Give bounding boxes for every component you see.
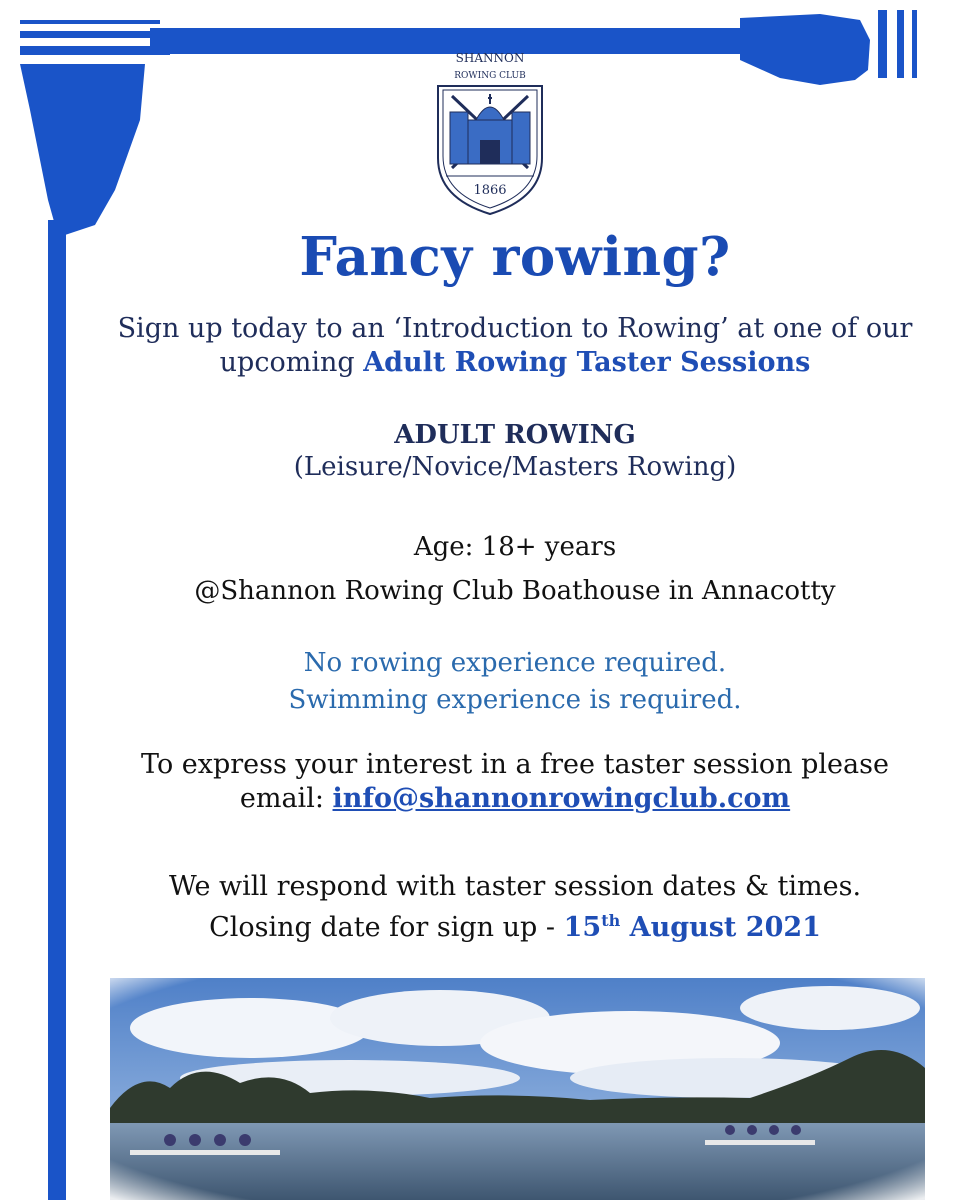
rowing-experience-note: No rowing experience required. <box>303 648 727 678</box>
taster-sessions-highlight: Adult Rowing Taster Sessions <box>363 347 811 378</box>
swimming-experience-note: Swimming experience is required. <box>288 685 742 715</box>
location: @Shannon Rowing Club Boathouse in Annacotty <box>194 576 836 606</box>
intro-text <box>100 312 930 380</box>
closing-date-line <box>100 904 930 945</box>
crest-subtitle: ROWING CLUB <box>454 71 526 81</box>
respond-line-1: We will respond with taster session dates & times. <box>168 871 862 902</box>
closing-date <box>564 912 821 943</box>
club-crest <box>428 48 552 218</box>
closing-day-suffix: th <box>601 911 621 930</box>
adult-rowing-title: ADULT ROWING <box>394 420 636 450</box>
age-requirement: Age: 18+ years <box>413 532 617 562</box>
email-prefix: email: <box>239 783 333 814</box>
closing-month-year: August 2021 <box>620 912 821 943</box>
river-rowing-photo <box>110 968 925 1200</box>
closing-day: 15 <box>563 912 602 943</box>
interest-line-1: To express your interest in a free taster session please <box>141 749 889 780</box>
adult-rowing-subtitle: (Leisure/Novice/Masters Rowing) <box>293 452 737 482</box>
closing-prefix: Closing date for sign up - <box>209 912 564 943</box>
interest-text <box>100 748 930 816</box>
crest-icon <box>428 48 552 218</box>
crest-name: SHANNON <box>455 51 525 65</box>
intro-line-2-prefix: upcoming <box>219 347 364 378</box>
headline: Fancy rowing? <box>299 226 731 288</box>
intro-line-2 <box>100 346 930 380</box>
crest-year: 1866 <box>473 183 507 198</box>
intro-line-1: Sign up today to an ‘Introduction to Rowing’ at one of our <box>117 313 913 344</box>
interest-line-2 <box>100 782 930 816</box>
email-link[interactable]: info@shannonrowingclub.com <box>332 783 791 814</box>
response-text <box>100 870 930 945</box>
